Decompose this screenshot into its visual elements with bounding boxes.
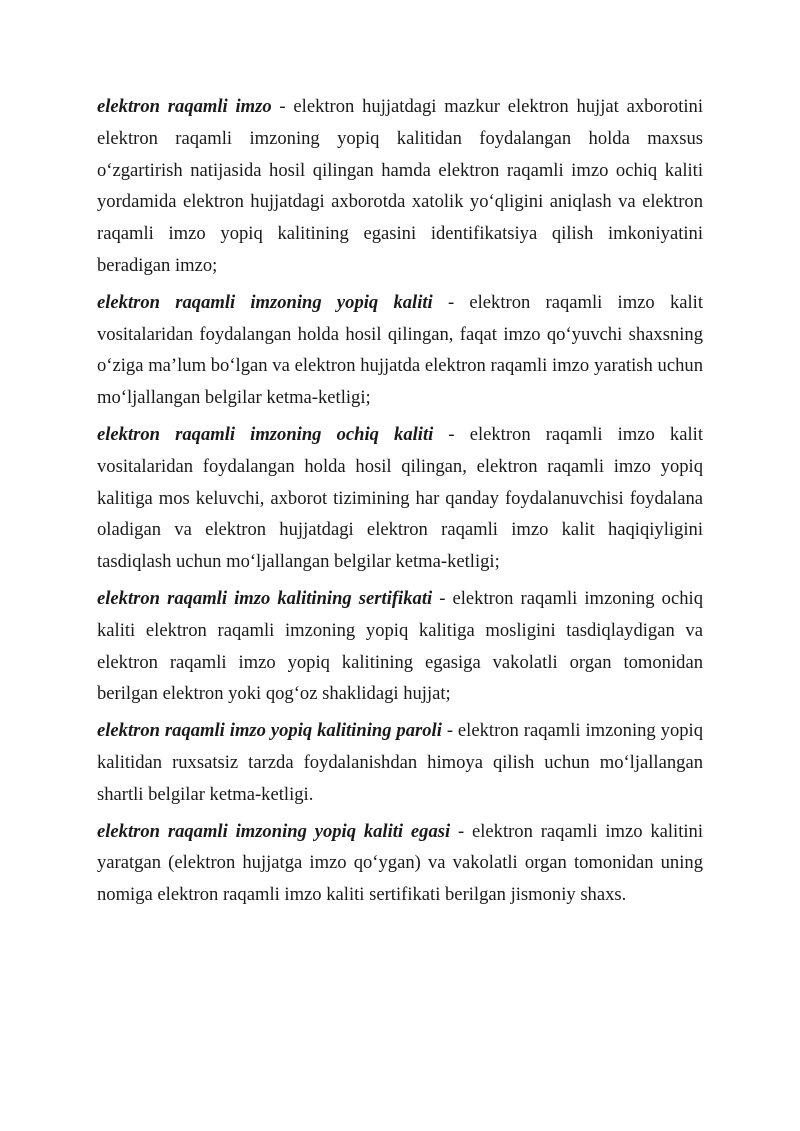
definition-text: - elektron hujjatdagi mazkur elektron hujjat axborotini elektron raqamli imzoning yopiq kalitidan foydalangan holda maxsus o‘zgartirish natijasida hosil qilingan hamda elektron raqamli imzo ochiq kaliti yordamida elektron hujjatdagi axborotda xatolik yo‘qligini aniqlash va elektron raqamli imzo yopiq kalitining egasini identifikatsiya qilish imkoniyatini beradigan imzo; <box>97 96 704 276</box>
definition-paragraph <box>97 91 703 282</box>
definition-text: - elektron raqamli imzo kalitini yaratgan (elektron hujjatga imzo qo‘ygan) va vakolatli organ tomonidan uning nomiga elektron raqamli imzo kaliti sertifikati berilgan jismoniy shaxs. <box>97 820 704 906</box>
definition-paragraph <box>97 419 703 578</box>
definition-term: elektron raqamli imzo yopiq kalitining paroli <box>97 720 442 742</box>
definition-text: - elektron raqamli imzo kalit vositalaridan foydalangan holda hosil qilingan, elektron raqamli imzo yopiq kalitiga mos keluvchi, axborot tizimining har qanday foydalanuvchisi foydalana oladigan va elektron hujjatdagi elektron raqamli imzo kalit haqiqiyligini tasdiqlash uchun mo‘ljallangan belgilar ketma-ketligi; <box>97 423 703 573</box>
definition-term: elektron raqamli imzo kalitining sertifikati <box>97 587 433 609</box>
definition-paragraph <box>97 287 703 414</box>
definition-paragraph <box>97 583 703 710</box>
definition-text: - elektron raqamli imzo kalit vositalaridan foydalangan holda hosil qilingan, faqat imzo qo‘yuvchi shaxsning o‘ziga ma’lum bo‘lgan va elektron hujjatda elektron raqamli imzo yaratish uchun mo‘ljallangan belgilar ketma-ketligi; <box>97 291 703 409</box>
definition-term: elektron raqamli imzo <box>97 96 272 117</box>
definition-paragraph <box>97 816 703 911</box>
definition-paragraph <box>97 715 703 810</box>
definition-term: elektron raqamli imzoning yopiq kaliti egasi <box>97 820 451 842</box>
document-page <box>97 91 703 916</box>
definition-text: - elektron raqamli imzoning ochiq kaliti elektron raqamli imzoning yopiq kalitiga mosligini tasdiqlaydigan va elektron raqamli imzo yopiq kalitining egasiga vakolatli organ tomonidan berilgan elektron yoki qog‘oz shaklidagi hujjat; <box>97 587 703 705</box>
definition-term: elektron raqamli imzoning ochiq kaliti <box>97 423 434 445</box>
definition-text: - elektron raqamli imzoning yopiq kalitidan ruxsatsiz tarzda foydalanishdan himoya qilish uchun mo‘ljallangan shartli belgilar ketma-ketligi. <box>97 720 703 805</box>
definition-term: elektron raqamli imzoning yopiq kaliti <box>97 291 433 313</box>
